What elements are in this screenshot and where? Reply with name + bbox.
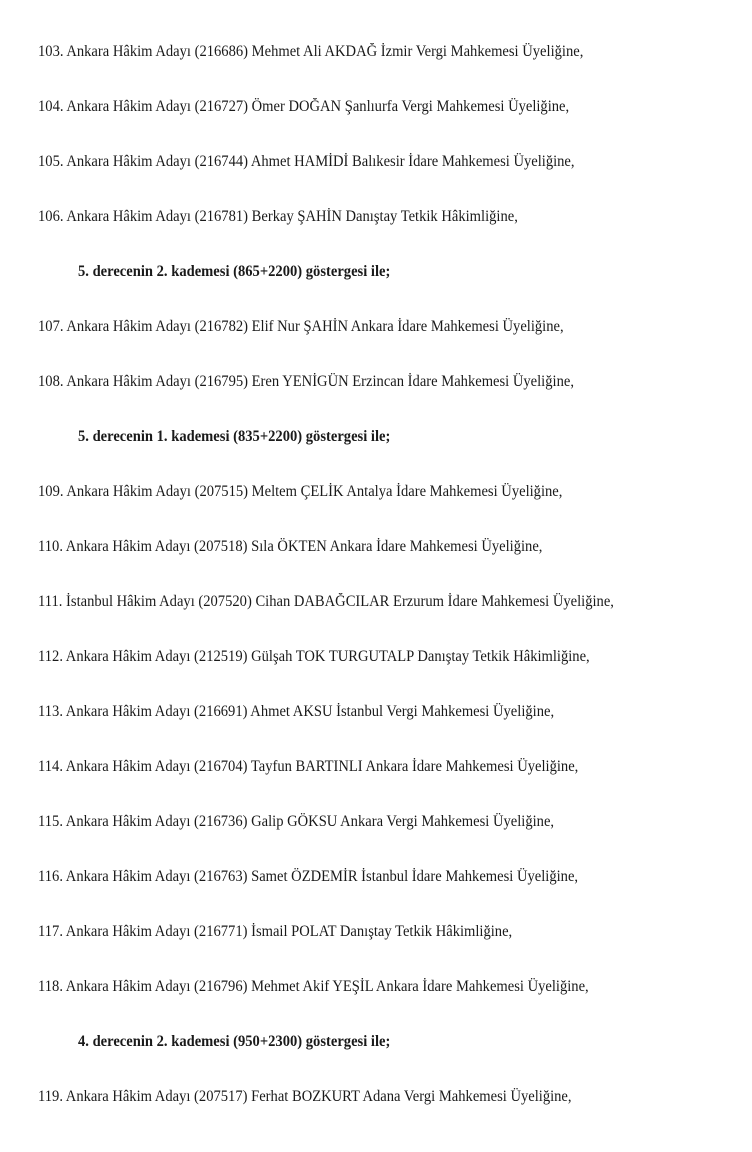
appointment-entry-107: 107. Ankara Hâkim Adayı (216782) Elif Nur ŞAHİN Ankara İdare Mahkemesi Üyeliğine, xyxy=(38,318,564,335)
appointment-entry-112: 112. Ankara Hâkim Adayı (212519) Gülşah TOK TURGUTALP Danıştay Tetkik Hâkimliğine, xyxy=(38,648,590,665)
section-heading-5-1: 5. derecenin 1. kademesi (835+2200) göstergesi ile; xyxy=(78,428,391,445)
appointment-entry-103: 103. Ankara Hâkim Adayı (216686) Mehmet Ali AKDAĞ İzmir Vergi Mahkemesi Üyeliğine, xyxy=(38,43,584,60)
appointment-entry-116: 116. Ankara Hâkim Adayı (216763) Samet ÖZDEMİR İstanbul İdare Mahkemesi Üyeliğine, xyxy=(38,868,579,885)
appointment-entry-118: 118. Ankara Hâkim Adayı (216796) Mehmet Akif YEŞİL Ankara İdare Mahkemesi Üyeliğine, xyxy=(38,978,589,995)
appointment-entry-114: 114. Ankara Hâkim Adayı (216704) Tayfun BARTINLI Ankara İdare Mahkemesi Üyeliğine, xyxy=(38,758,579,775)
appointment-entry-106: 106. Ankara Hâkim Adayı (216781) Berkay ŞAHİN Danıştay Tetkik Hâkimliğine, xyxy=(38,208,518,225)
appointment-entry-110: 110. Ankara Hâkim Adayı (207518) Sıla ÖKTEN Ankara İdare Mahkemesi Üyeliğine, xyxy=(38,538,543,555)
appointment-entry-115: 115. Ankara Hâkim Adayı (216736) Galip GÖKSU Ankara Vergi Mahkemesi Üyeliğine, xyxy=(38,813,555,830)
appointment-entry-113: 113. Ankara Hâkim Adayı (216691) Ahmet AKSU İstanbul Vergi Mahkemesi Üyeliğine, xyxy=(38,703,555,720)
section-heading-5-2: 5. derecenin 2. kademesi (865+2200) göstergesi ile; xyxy=(78,263,391,280)
section-heading-4-2: 4. derecenin 2. kademesi (950+2300) göstergesi ile; xyxy=(78,1033,391,1050)
appointment-entry-111: 111. İstanbul Hâkim Adayı (207520) Cihan DABAĞCILAR Erzurum İdare Mahkemesi Üyeliğine, xyxy=(38,593,614,610)
appointment-entry-119: 119. Ankara Hâkim Adayı (207517) Ferhat BOZKURT Adana Vergi Mahkemesi Üyeliğine, xyxy=(38,1088,572,1105)
appointment-entry-117: 117. Ankara Hâkim Adayı (216771) İsmail POLAT Danıştay Tetkik Hâkimliğine, xyxy=(38,923,513,940)
appointment-entry-108: 108. Ankara Hâkim Adayı (216795) Eren YENİGÜN Erzincan İdare Mahkemesi Üyeliğine, xyxy=(38,373,574,390)
appointment-entry-105: 105. Ankara Hâkim Adayı (216744) Ahmet HAMİDİ Balıkesir İdare Mahkemesi Üyeliğine, xyxy=(38,153,575,170)
appointment-entry-104: 104. Ankara Hâkim Adayı (216727) Ömer DOĞAN Şanlıurfa Vergi Mahkemesi Üyeliğine, xyxy=(38,98,570,115)
appointment-entry-109: 109. Ankara Hâkim Adayı (207515) Meltem ÇELİK Antalya İdare Mahkemesi Üyeliğine, xyxy=(38,483,563,500)
